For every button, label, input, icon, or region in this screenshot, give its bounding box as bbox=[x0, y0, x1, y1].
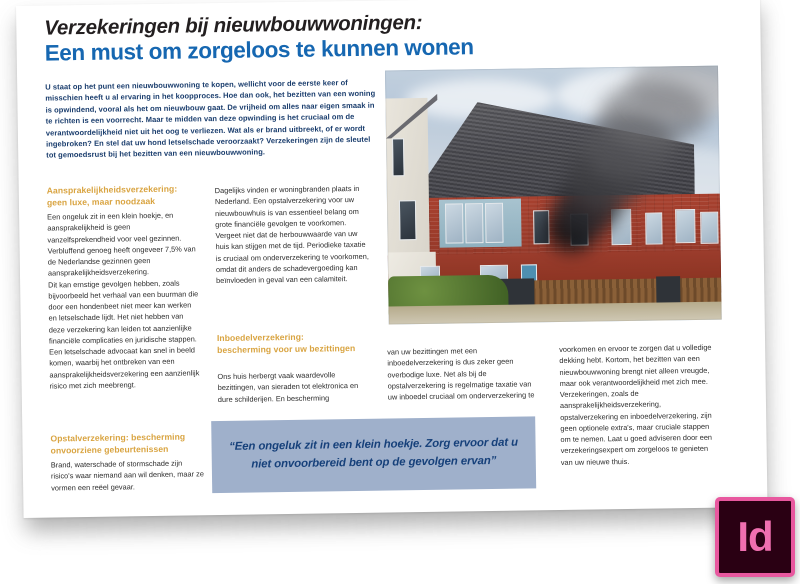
photo-frame bbox=[385, 66, 722, 325]
heading-aansprakelijkheidsverzekering: Aansprakelijkheidsverzekering: geen luxe, maar noodzaak bbox=[46, 183, 178, 208]
col2-body-2: Ons huis herbergt vaak waardevolle bezittingen, van sieraden tot elektronica en dure schilderijen. En bescherming bbox=[217, 370, 359, 404]
intro-paragraph: U staat op het punt een nieuwbouwwoning te kopen, wellicht voor de eerste keer of misschien heeft u al ervaring in het koopproces. Hoe dan ook, het bezitten van een woning is opwindend, vooral als het om nieuwbouw gaat. De vrijheid om alles naar eigen smaak in te richten is een voorrecht. Maar te midden van deze opwinding is het cruciaal om de verantwoordelijkheid niet uit het oog te verliezen. Wat als er brand uitbreekt, of er wordt ingebroken? En stel dat uw hond letselschade veroorzaakt? Verzekeringen zijn de sleutel tot gemoedsrust bij het bezitten van een nieuwbouwwoning. bbox=[45, 78, 376, 161]
heading-opstalverzekering: Opstalverzekering: bescherming onvoorziene gebeurtenissen bbox=[50, 431, 186, 456]
pull-quote-box bbox=[211, 416, 536, 493]
page-title-main: Een must om zorgeloos te kunnen wonen bbox=[44, 34, 474, 66]
col4-body-1: voorkomen en ervoor te zorgen dat u volledige dekking hebt. Kortom, het bezitten van een nieuwbouwwoning brengt niet alleen vreugde, maar ook verantwoordelijkheid met zich mee. Verzekeringen, zoals de aansprakelijkheidsverzekering, opstalverzekering en inboedelverzekering, zijn geen optionele extra's, maar cruciale stappen om te nemen. Laat u goed adviseren door een verzekeringsexpert om zorgeloos te genieten van uw nieuwe thuis. bbox=[559, 342, 713, 467]
article-photo bbox=[385, 66, 722, 325]
page-title-italic: Verzekeringen bij nieuwbouwwoningen: bbox=[44, 10, 423, 40]
indesign-icon-label: Id bbox=[737, 513, 773, 560]
col1-body-1: Een ongeluk zit in een klein hoekje, en aansprakelijkheid is geen vanzelfsprekendheid voor veel gezinnen. Verbluffend genoeg heeft ongeveer 7,5% van de Nederlandse gezinnen geen aansprakelijkheidsverzekering. Dit kan ernstige gevolgen hebben, zoals bijvoorbeeld het verhaal van een buurman die door een hondenbeet niet meer kan werken en letselschade lijdt. Het niet hebben van deze verzekering kan leiden tot aanzienlijke financiële complicaties en juridische stappen. Een letselschade advocaat kan snel in beeld komen, waarbij het ontbreken van een aansprakelijkheidsverzekering een aanzienlijk risico met zich meebrengt. bbox=[47, 210, 200, 391]
col1-body-2: Brand, waterschade of stormschade zijn risico's waar niemand aan wil denken, maar ze vormen een reëel gevaar. bbox=[50, 458, 204, 493]
heading-inboedelverzekering: Inboedelverzekering: bescherming voor uw bezittingen bbox=[216, 331, 356, 355]
indesign-app-icon bbox=[715, 497, 795, 577]
col2-body-1: Dagelijks vinden er woningbranden plaats in Nederland. Een opstalverzekering voor uw nieuwbouwhuis is van essentieel belang om grote financiële gevolgen te voorkomen. Vergeet niet dat de herbouwwaarde van uw huis kan stijgen met de tijd. Periodieke taxatie is cruciaal om onderverzekering te voorkomen, omdat dit anders de schadevergoeding kan beïnvloeden in geval van een calamiteit. bbox=[214, 183, 369, 286]
document-page bbox=[16, 0, 768, 518]
col3-body-1: van uw bezittingen met een inboedelverzekering is dus zeker geen overbodige luxe. Net als bij de opstalverzekering is regelmatige taxatie van uw inboedel cruciaal om onderverzekering te bbox=[387, 346, 535, 402]
pull-quote-text: “Een ongeluk zit in een klein hoekje. Zorg ervoor dat u niet onvoorbereid bent op de gevolgen ervan” bbox=[229, 437, 519, 471]
